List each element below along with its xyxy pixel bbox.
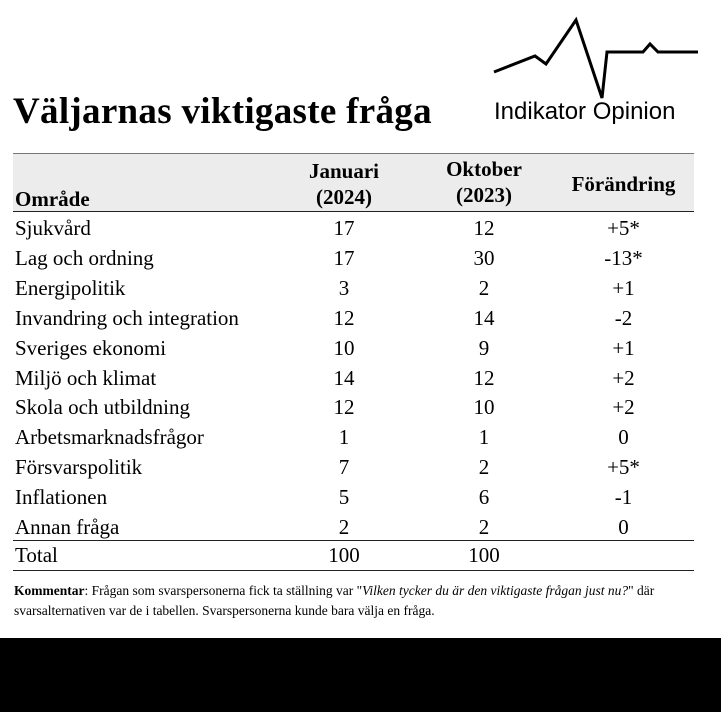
header-october-line1: Oktober [446, 157, 522, 181]
header-january [304, 158, 384, 210]
cell-january: 14 [333, 365, 355, 390]
cell-change: 0 [618, 515, 629, 539]
pulse-line-icon [490, 14, 705, 104]
comment-note [14, 581, 694, 621]
cell-area: Lag och ordning [15, 245, 154, 270]
cell-area: Försvarspolitik [15, 455, 143, 480]
header-area: Område [15, 187, 90, 211]
cell-change: +5* [607, 216, 640, 240]
cell-january: 2 [338, 515, 350, 539]
comment-text-after: " där svarsalternativen var de i tabellen. Svarspersonerna kunde bara välja en fråga. [14, 583, 655, 618]
table-row [13, 334, 694, 364]
comment-text-before: : Frågan som svarspersonerna fick ta ställning var " [84, 583, 363, 598]
cell-change: -1 [614, 485, 633, 510]
cell-change: +1 [612, 275, 635, 300]
cell-change: -2 [614, 305, 633, 330]
total-october: 100 [468, 543, 500, 567]
cell-october: 10 [473, 395, 495, 420]
cell-january: 10 [333, 335, 355, 360]
cell-january: 17 [333, 216, 355, 240]
cell-area: Inflationen [15, 485, 108, 510]
cell-january: 3 [338, 275, 350, 300]
header-january-line1: Januari [308, 159, 379, 183]
cell-january: 17 [333, 245, 355, 270]
cell-january: 5 [338, 485, 350, 510]
cell-october: 2 [478, 275, 490, 300]
table-row [13, 393, 694, 423]
header-october [434, 156, 534, 208]
cell-area: Miljö och klimat [15, 365, 157, 390]
cell-change: +2 [612, 395, 635, 420]
cell-october: 14 [473, 305, 495, 330]
cell-change: -13* [604, 245, 643, 270]
cell-area: Invandring och integration [15, 305, 239, 330]
cell-change: +2 [612, 365, 635, 390]
comment-question: Vilken tycker du är den viktigaste frågan just nu? [362, 583, 629, 598]
cell-january: 7 [338, 455, 350, 480]
total-label: Total [15, 543, 58, 567]
cell-change: 0 [618, 425, 629, 450]
cell-october: 30 [473, 245, 495, 270]
header-january-line2: (2024) [316, 185, 372, 209]
cell-area: Skola och utbildning [15, 395, 190, 420]
cell-area: Energipolitik [15, 275, 126, 300]
cell-october: 2 [478, 455, 490, 480]
cell-october: 9 [478, 335, 490, 360]
cell-area: Sveriges ekonomi [15, 335, 167, 360]
table-row [13, 364, 694, 394]
header-change: Förändring [571, 172, 676, 196]
page-title: Väljarnas viktigaste fråga [13, 91, 432, 132]
cell-october: 12 [473, 216, 495, 240]
cell-change: +1 [612, 335, 635, 360]
table-header [13, 153, 694, 212]
table-row-total [13, 541, 694, 571]
total-january: 100 [328, 543, 360, 567]
table-row [13, 453, 694, 483]
table-row [13, 423, 694, 453]
table-row [13, 244, 694, 274]
cell-area: Arbetsmarknadsfrågor [15, 425, 204, 450]
brand-logo-text: Indikator Opinion [494, 98, 676, 125]
cell-october: 1 [478, 425, 490, 450]
cell-january: 1 [338, 425, 350, 450]
table-row [13, 214, 694, 244]
header-october-line2: (2023) [456, 183, 512, 207]
table-row [13, 274, 694, 304]
cell-area: Annan fråga [15, 515, 120, 539]
cell-january: 12 [333, 395, 355, 420]
cell-october: 6 [478, 485, 490, 510]
cell-change: +5* [607, 455, 640, 480]
cell-january: 12 [333, 305, 355, 330]
table-row [13, 513, 694, 543]
cell-october: 12 [473, 365, 495, 390]
table-row [13, 483, 694, 513]
table-row [13, 304, 694, 334]
cell-october: 2 [478, 515, 490, 539]
table-bottom-divider [13, 570, 694, 571]
cell-area: Sjukvård [15, 216, 91, 240]
comment-label: Kommentar [14, 583, 85, 598]
